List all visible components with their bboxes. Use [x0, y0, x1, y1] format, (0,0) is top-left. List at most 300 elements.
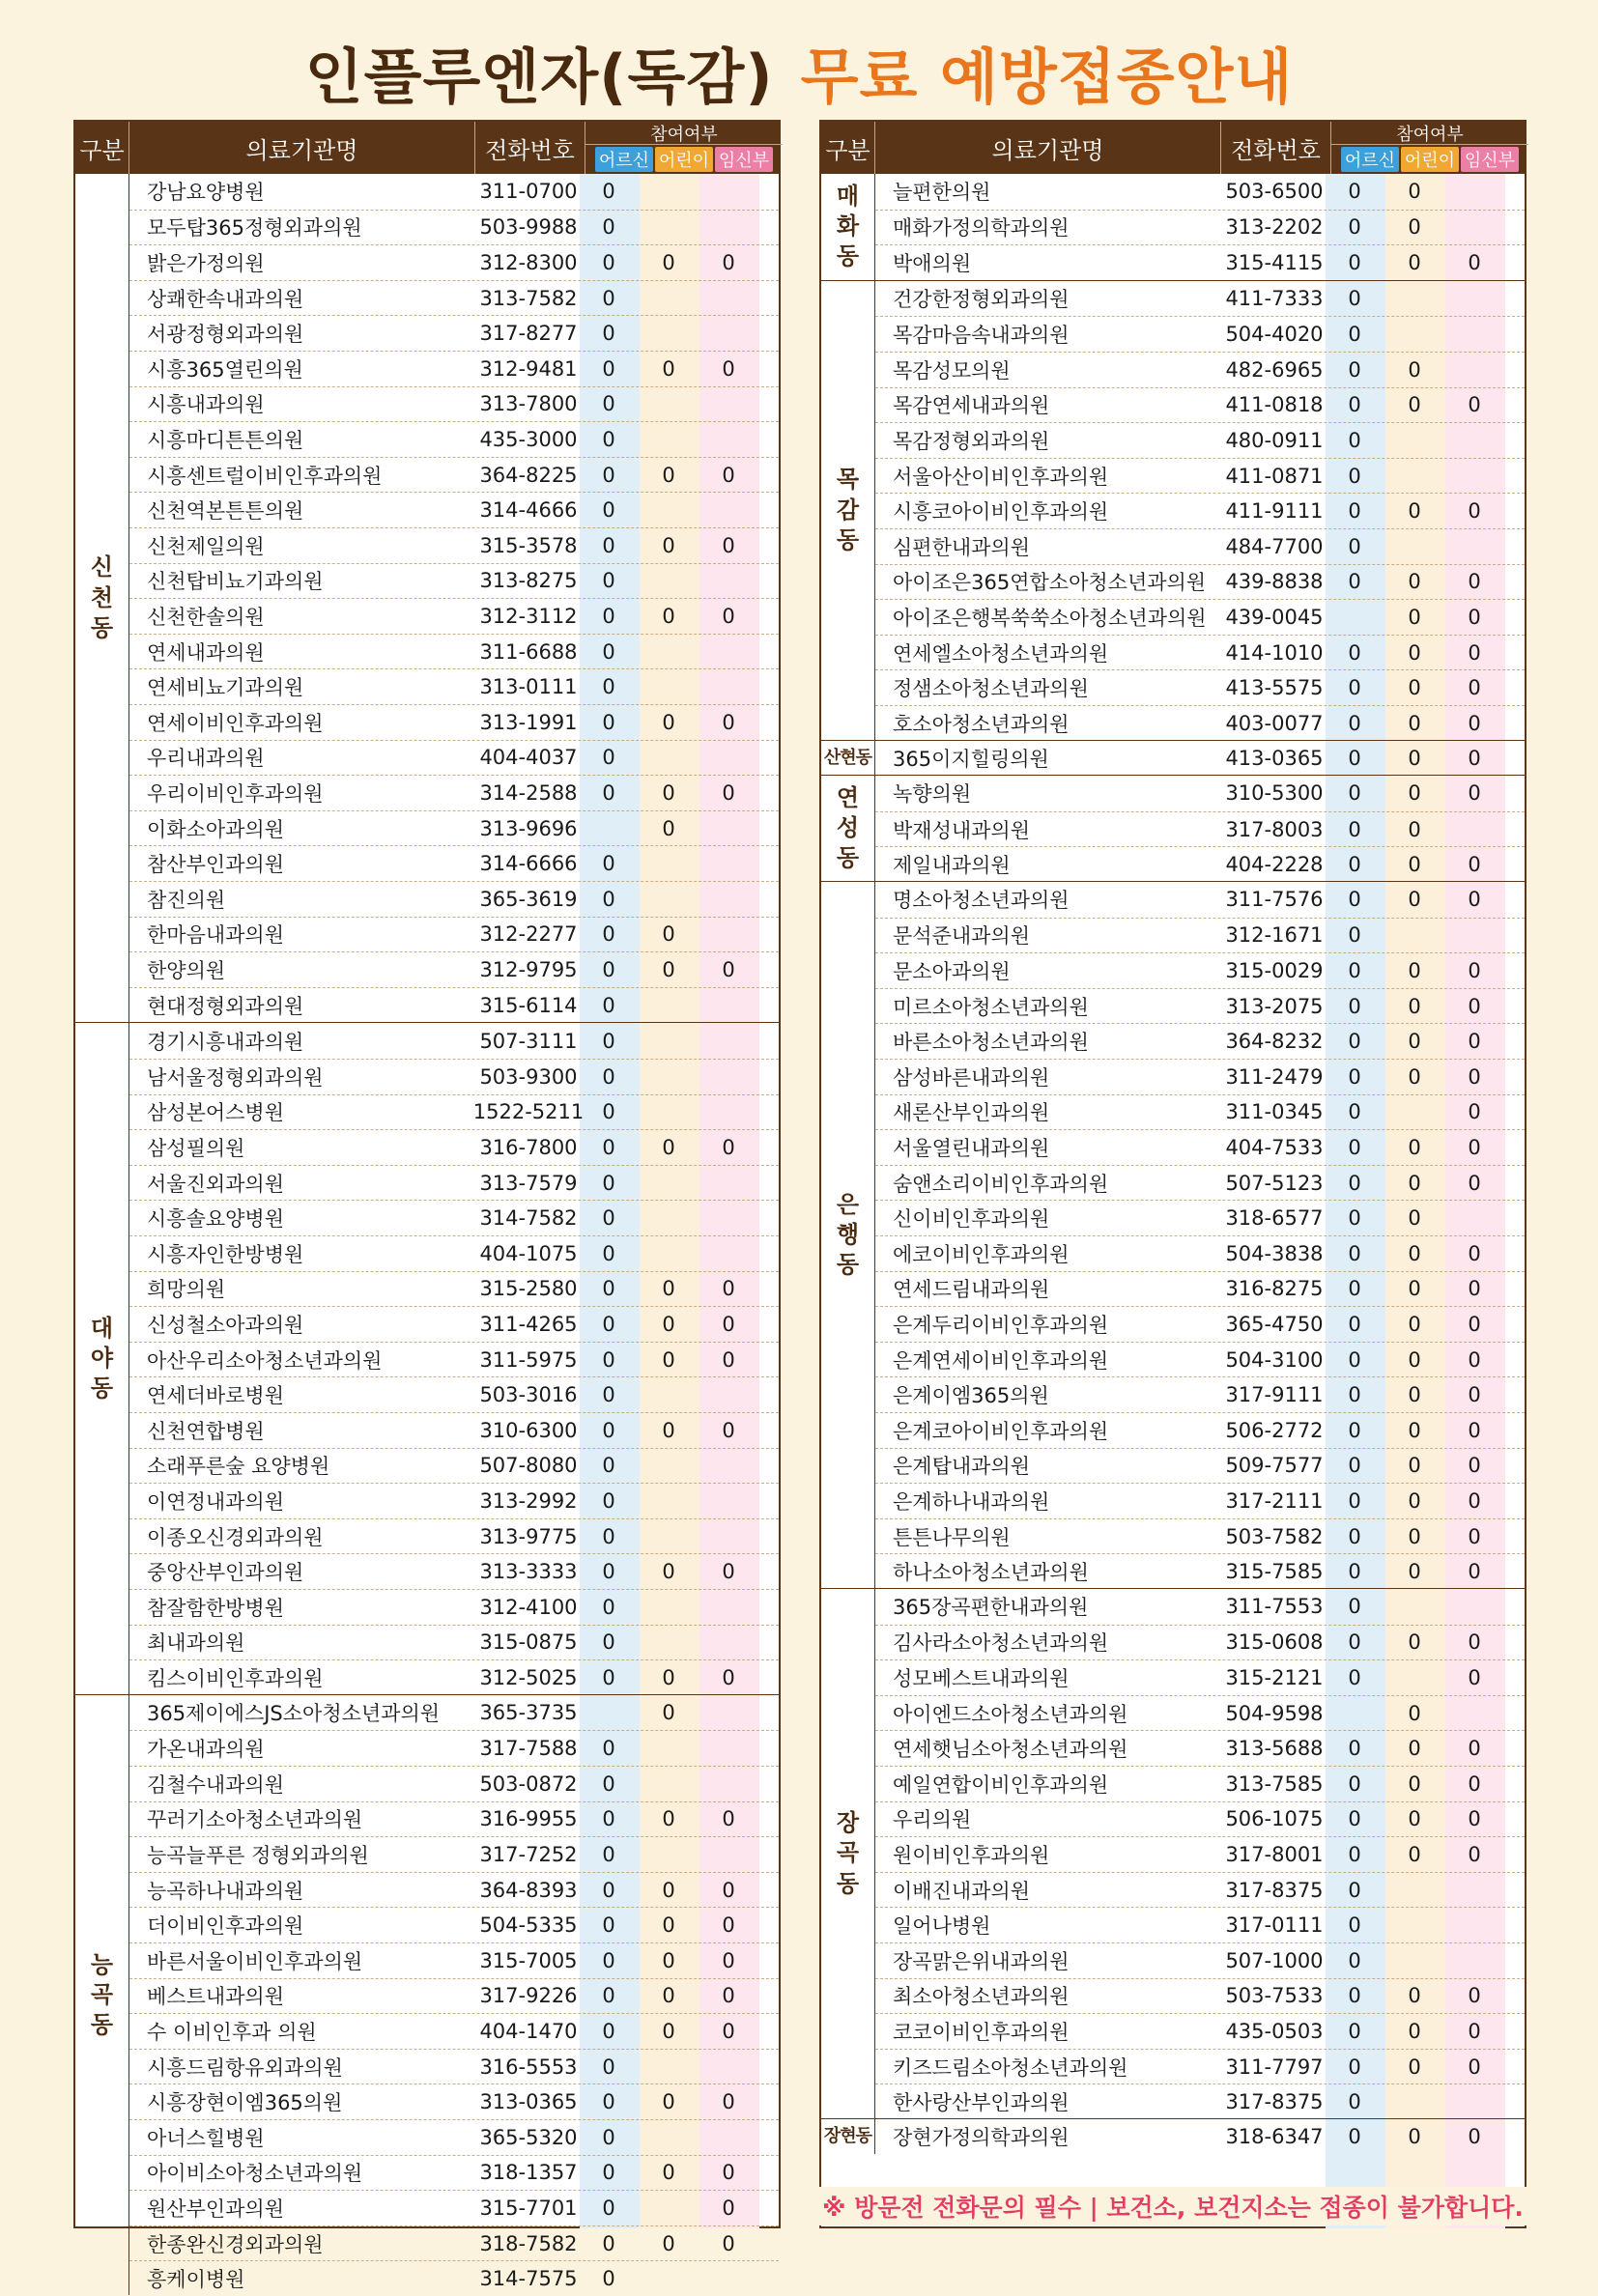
mark-a: 0: [1348, 1135, 1361, 1159]
institution-name: 흥케이병원: [147, 2268, 245, 2292]
district-label: 능 곡 동: [75, 1695, 129, 2295]
phone-number: 313-7579: [479, 1171, 578, 1195]
mark-c: 0: [662, 1948, 675, 1972]
phone-number: 435-0503: [1225, 2019, 1324, 2043]
mark-p: [699, 882, 757, 917]
phone-number: 316-7800: [479, 1135, 578, 1159]
mark-a: 0: [1348, 2090, 1361, 2114]
mark-p: [1445, 1873, 1503, 1908]
mark-a: 0: [1348, 428, 1361, 452]
mark-a: 0: [1348, 1206, 1361, 1231]
mark-a: 0: [602, 675, 615, 699]
mark-c: [640, 2050, 698, 2084]
mark-p: 0: [722, 957, 735, 981]
table-row: [129, 1412, 779, 1448]
mark-c: 0: [662, 1807, 675, 1831]
mark-p: 0: [1468, 250, 1481, 274]
mark-c: [640, 1166, 698, 1201]
phone-number: 404-4037: [479, 746, 578, 770]
header-phone: 전화번호: [475, 122, 585, 174]
mark-a: 0: [1348, 923, 1361, 948]
institution-name: 김사라소아청소년과의원: [893, 1631, 1109, 1656]
phone-number: 313-0365: [479, 2090, 578, 2114]
mark-p: [699, 1377, 757, 1412]
phone-number: 507-5123: [1225, 1171, 1324, 1195]
district-label: 대 야 동: [75, 1023, 129, 1693]
table-row: [875, 1483, 1525, 1518]
mark-p: [699, 1767, 757, 1801]
mark-c: [640, 1626, 698, 1660]
table-row: [129, 1836, 779, 1872]
mark-p: [699, 1695, 757, 1731]
district-group: [821, 174, 1525, 280]
title-main: 인플루엔자(독감): [304, 41, 774, 112]
table-row: [129, 634, 779, 669]
mark-c: [1385, 1660, 1443, 1695]
mark-a: 0: [602, 746, 615, 770]
phone-number: 313-7582: [479, 286, 578, 310]
phone-number: 312-3112: [479, 604, 578, 628]
mark-c: 0: [1408, 1171, 1421, 1195]
institution-name: 이종오신경외과의원: [147, 1525, 324, 1549]
institution-name: 녹향의원: [893, 782, 972, 807]
header-district: 구분: [821, 122, 875, 174]
mark-c: [640, 1590, 698, 1625]
mark-c: [640, 211, 698, 245]
mark-p: 0: [1468, 1171, 1481, 1195]
table-row: [875, 493, 1525, 528]
phone-number: 317-8001: [1225, 1842, 1324, 1866]
mark-c: 0: [1408, 888, 1421, 912]
mark-p: [699, 1484, 757, 1518]
footer-note: ※ 방문전 전화문의 필수 | 보건소, 보건지소는 접종이 불가합니다.: [819, 2187, 1527, 2225]
mark-a: 0: [1348, 958, 1361, 982]
table-row: [875, 352, 1525, 387]
institution-name: 박재성내과의원: [893, 818, 1031, 842]
district-label: 신 천 동: [75, 174, 129, 1022]
mark-c: 0: [1408, 1842, 1421, 1866]
district-group: [821, 2118, 1525, 2154]
table-row: [129, 704, 779, 740]
mark-a: 0: [602, 1135, 615, 1159]
institution-name: 한종완신경외과의원: [147, 2232, 324, 2256]
table-row: [129, 244, 779, 280]
table-row: [129, 917, 779, 952]
phone-number: 411-9111: [1225, 499, 1324, 524]
institution-name: 남서울정형외과의원: [147, 1065, 324, 1090]
table-row: [875, 2049, 1525, 2084]
mark-p: 0: [1468, 711, 1481, 735]
institution-name: 연세햇님소아청소년과의원: [893, 1738, 1128, 1762]
mark-p: 0: [1468, 1524, 1481, 1548]
mark-a: 0: [602, 1913, 615, 1938]
table-row: [875, 1730, 1525, 1766]
institution-name: 매화가정의학과의원: [893, 216, 1070, 241]
mark-p: 0: [722, 1878, 735, 1902]
mark-c: 0: [662, 816, 675, 840]
mark-p: 0: [722, 1984, 735, 2008]
institution-name: 시흥장현이엠365의원: [147, 2091, 343, 2115]
phone-number: 312-9481: [479, 356, 578, 381]
mark-a: 0: [1348, 534, 1361, 558]
institution-name: 가온내과의원: [147, 1738, 265, 1762]
phone-number: 507-3111: [479, 1029, 578, 1053]
mark-p: [699, 635, 757, 669]
table-row: [129, 1978, 779, 2014]
mark-c: [1385, 1873, 1443, 1908]
mark-c: [640, 1377, 698, 1412]
mark-a: 0: [1348, 464, 1361, 488]
phone-number: 503-9300: [479, 1064, 578, 1089]
table-row: [875, 1306, 1525, 1342]
mark-p: 0: [722, 1913, 735, 1938]
mark-c: [640, 882, 698, 917]
mark-c: 0: [662, 1665, 675, 1689]
mark-a: 0: [602, 1595, 615, 1619]
mark-c: [640, 1449, 698, 1484]
phone-number: 310-5300: [1225, 781, 1324, 806]
table-row: [875, 174, 1525, 210]
phone-number: 311-7797: [1225, 2055, 1324, 2079]
institution-name: 최내과의원: [147, 1631, 245, 1656]
institution-name: 삼성본어스병원: [147, 1101, 285, 1125]
mark-p: [699, 1166, 757, 1201]
mark-a: 0: [602, 533, 615, 557]
phone-number: 439-0045: [1225, 605, 1324, 629]
mark-c: [640, 1023, 698, 1059]
mark-p: 0: [1468, 1665, 1481, 1689]
phone-number: 503-0872: [479, 1772, 578, 1796]
mark-a: 0: [602, 1488, 615, 1513]
phone-number: 365-3735: [479, 1701, 578, 1725]
table-row: [875, 599, 1525, 635]
mark-p: [699, 811, 757, 846]
mark-a: 0: [1348, 1171, 1361, 1195]
institution-name: 상쾌한속내과의원: [147, 287, 304, 311]
mark-p: [1445, 1908, 1503, 1942]
mark-c: [640, 1201, 698, 1235]
mark-a: 0: [602, 710, 615, 734]
mark-p: 0: [722, 463, 735, 487]
institution-name: 신천연합병원: [147, 1419, 265, 1443]
mark-c: 0: [662, 1913, 675, 1938]
mark-c: [640, 2120, 698, 2155]
institution-name: 목감정형외과의원: [893, 429, 1050, 453]
institution-name: 목감연세내과의원: [893, 394, 1050, 418]
table-row: [875, 918, 1525, 953]
institution-name: 소래푸른숲 요양병원: [147, 1455, 330, 1479]
mark-c: 0: [662, 1878, 675, 1902]
district-group: [821, 881, 1525, 1588]
mark-p: [699, 174, 757, 210]
mark-a: 0: [1348, 1913, 1361, 1938]
phone-number: 314-6666: [479, 852, 578, 876]
mark-p: 0: [722, 1560, 735, 1584]
table-row: [129, 1766, 779, 1801]
mark-p: [699, 281, 757, 316]
district-group: [75, 1694, 779, 2295]
mark-a: [1326, 600, 1384, 635]
institution-name: 서광정형외과의원: [147, 323, 304, 347]
mark-p: [699, 1519, 757, 1554]
mark-c: [1385, 423, 1443, 458]
phone-number: 480-0911: [1225, 428, 1324, 452]
mark-p: 0: [722, 356, 735, 381]
institution-name: 베스트내과의원: [147, 1985, 285, 2009]
mark-a: 0: [602, 2196, 615, 2220]
institution-name: 건강한정형외과의원: [893, 288, 1070, 312]
institution-name: 참진의원: [147, 888, 226, 912]
table-row: [129, 1059, 779, 1094]
table-row: [875, 458, 1525, 494]
mark-p: 0: [1468, 1984, 1481, 2008]
mark-a: 0: [602, 1878, 615, 1902]
phone-number: 317-9111: [1225, 1383, 1324, 1407]
mark-a: 0: [602, 427, 615, 451]
phone-number: 317-2111: [1225, 1488, 1324, 1513]
institution-name: 일어나병원: [893, 1914, 991, 1939]
phone-number: 504-3100: [1225, 1347, 1324, 1372]
table-row: [129, 1907, 779, 1942]
mark-c: 0: [1408, 570, 1421, 594]
mark-a: 0: [602, 887, 615, 911]
table-row: [875, 387, 1525, 423]
institution-name: 삼성필의원: [147, 1136, 245, 1160]
mark-c: 0: [662, 922, 675, 947]
table-row: [875, 1448, 1525, 1484]
mark-a: 0: [1348, 888, 1361, 912]
mark-p: [699, 846, 757, 881]
mark-p: [1445, 459, 1503, 494]
mark-p: 0: [1468, 640, 1481, 665]
table-row: [129, 1659, 779, 1695]
mark-c: [640, 422, 698, 457]
mark-a: 0: [1348, 1737, 1361, 1761]
institution-name: 신천한솔의원: [147, 605, 265, 629]
table-row: [875, 1766, 1525, 1801]
mark-a: 0: [1348, 1665, 1361, 1689]
mark-c: 0: [1408, 180, 1421, 204]
mark-p: [699, 422, 757, 457]
header-participation: [1331, 122, 1528, 174]
mark-a: 0: [1348, 746, 1361, 770]
mark-p: [1445, 423, 1503, 458]
mark-p: [1445, 281, 1503, 317]
header-phone: 전화번호: [1221, 122, 1331, 174]
mark-c: [640, 669, 698, 704]
table-row: [875, 1342, 1525, 1377]
institution-name: 이연정내과의원: [147, 1489, 285, 1514]
institution-name: 아이조은행복쑥쑥소아청소년과의원: [893, 606, 1207, 630]
phone-number: 315-7701: [479, 2196, 578, 2220]
mark-a: 0: [1348, 1842, 1361, 1866]
district-label: 장 곡 동: [821, 1589, 875, 2118]
mark-a: 0: [602, 1171, 615, 1195]
mark-c: [640, 1519, 698, 1554]
mark-c: [640, 988, 698, 1023]
mark-a: 0: [602, 1984, 615, 2008]
mark-a: 0: [602, 2231, 615, 2255]
district-label: 연 성 동: [821, 776, 875, 881]
mark-p: [1445, 919, 1503, 953]
institution-name: 숨앤소리이비인후과의원: [893, 1172, 1109, 1196]
institution-name: 시흥센트럴이비인후과의원: [147, 464, 383, 488]
phone-number: 504-4020: [1225, 323, 1324, 347]
mark-a: 0: [1348, 994, 1361, 1018]
institution-name: 능곡하나내과의원: [147, 1879, 304, 1903]
institution-name: 목감마음속내과의원: [893, 324, 1070, 348]
mark-c: [640, 387, 698, 422]
mark-a: 0: [1348, 215, 1361, 240]
institution-name: 우리내과의원: [147, 747, 265, 771]
phone-number: 313-2992: [479, 1488, 578, 1513]
mark-a: 0: [602, 286, 615, 310]
mark-a: 0: [602, 1665, 615, 1689]
phone-number: 504-5335: [479, 1913, 578, 1938]
mark-c: 0: [1408, 1135, 1421, 1159]
mark-a: 0: [1348, 357, 1361, 382]
table-row: [129, 775, 779, 810]
mark-p: [699, 1023, 757, 1059]
mark-a: 0: [1348, 180, 1361, 204]
district-group: [75, 1022, 779, 1693]
phone-number: 313-7585: [1225, 1772, 1324, 1796]
table-row: [129, 1801, 779, 1837]
mark-c: 0: [662, 957, 675, 981]
mark-a: 0: [602, 463, 615, 487]
district-label: 목 감 동: [821, 281, 875, 740]
mark-a: 0: [602, 1383, 615, 1407]
mark-a: 0: [1348, 570, 1361, 594]
mark-p: [699, 1060, 757, 1094]
phone-number: 312-8300: [479, 250, 578, 274]
district-group: [821, 740, 1525, 776]
mark-c: 0: [662, 1560, 675, 1584]
table-row: [875, 1801, 1525, 1837]
mark-a: 0: [1348, 1984, 1361, 2008]
mark-p: [1445, 1201, 1503, 1235]
mark-p: [699, 1236, 757, 1271]
phone-number: 318-6347: [1225, 2125, 1324, 2149]
institution-name: 최소아청소년과의원: [893, 1985, 1070, 2009]
mark-a: 0: [602, 1807, 615, 1831]
mark-p: 0: [1468, 994, 1481, 1018]
mark-c: [640, 846, 698, 881]
mark-a: 0: [1348, 640, 1361, 665]
mark-c: 0: [662, 1312, 675, 1336]
mark-c: 0: [1408, 1524, 1421, 1548]
phone-number: 315-0608: [1225, 1630, 1324, 1655]
table-row: [129, 2225, 779, 2261]
phone-number: 317-8003: [1225, 817, 1324, 841]
mark-c: 0: [662, 1347, 675, 1372]
institution-name: 시흥자인한방병원: [147, 1242, 304, 1266]
phone-number: 414-1010: [1225, 640, 1324, 665]
mark-p: [699, 1201, 757, 1235]
mark-p: 0: [722, 2090, 735, 2114]
table-row: [129, 563, 779, 599]
mark-p: 0: [722, 710, 735, 734]
mark-c: [1385, 2084, 1443, 2119]
institution-name: 신이비인후과의원: [893, 1207, 1050, 1232]
mark-p: 0: [722, 1807, 735, 1831]
table-row: [129, 527, 779, 563]
institution-name: 킴스이비인후과의원: [147, 1666, 324, 1690]
institution-name: 이배진내과의원: [893, 1879, 1031, 1903]
table-row: [129, 210, 779, 245]
phone-number: 413-0365: [1225, 746, 1324, 770]
phone-number: 318-1357: [479, 2161, 578, 2185]
table-row: [129, 1235, 779, 1271]
mark-c: [1385, 1589, 1443, 1625]
phone-number: 311-0345: [1225, 1100, 1324, 1124]
phone-number: 403-0077: [1225, 711, 1324, 735]
mark-c: 0: [662, 2161, 675, 2185]
phone-number: 411-0871: [1225, 464, 1324, 488]
phone-number: 506-2772: [1225, 1418, 1324, 1442]
mark-c: 0: [1408, 1347, 1421, 1372]
mark-c: [640, 1484, 698, 1518]
mark-c: 0: [662, 604, 675, 628]
table-row: [875, 1553, 1525, 1589]
table-row: [129, 351, 779, 386]
mark-c: [1385, 459, 1443, 494]
mark-p: 0: [1468, 1312, 1481, 1336]
phone-number: 439-8838: [1225, 570, 1324, 594]
mark-p: 0: [1468, 1807, 1481, 1831]
mark-c: [640, 1236, 698, 1271]
mark-p: [1445, 1943, 1503, 1978]
mark-p: [1445, 1696, 1503, 1731]
phone-number: 504-9598: [1225, 1701, 1324, 1725]
institution-name: 원이비인후과의원: [893, 1843, 1050, 1867]
mark-c: 0: [1408, 746, 1421, 770]
title-accent: 무료 예방접종안내: [800, 41, 1294, 112]
mark-a: 0: [602, 1241, 615, 1265]
mark-c: 0: [1408, 1383, 1421, 1407]
institution-name: 성모베스트내과의원: [893, 1666, 1070, 1690]
header-pregnant: 임신부: [1461, 147, 1519, 172]
phone-number: 404-2228: [1225, 853, 1324, 877]
table-row: [875, 846, 1525, 882]
mark-a: 0: [1348, 1595, 1361, 1619]
institution-name: 시흥솔요양병원: [147, 1207, 285, 1232]
institution-name: 늘편한의원: [893, 181, 991, 205]
mark-a: 0: [602, 2090, 615, 2114]
mark-a: 0: [1348, 1312, 1361, 1336]
mark-c: 0: [662, 710, 675, 734]
mark-p: [1445, 211, 1503, 245]
mark-a: [1326, 1696, 1384, 1731]
mark-a: 0: [1348, 853, 1361, 877]
phone-number: 503-7533: [1225, 1984, 1324, 2008]
mark-a: 0: [1348, 817, 1361, 841]
table-row: [875, 1059, 1525, 1094]
mark-a: 0: [1348, 1772, 1361, 1796]
district-label: 산현동: [821, 741, 875, 776]
mark-p: 0: [1468, 393, 1481, 417]
phone-number: 503-3016: [479, 1383, 578, 1407]
table-row: [129, 740, 779, 776]
district-label: 은 행 동: [821, 882, 875, 1588]
mark-c: 0: [662, 1701, 675, 1725]
mark-p: 0: [1468, 2125, 1481, 2149]
mark-p: 0: [1468, 676, 1481, 700]
phone-number: 312-2277: [479, 922, 578, 947]
institution-name: 은계연세이비인후과의원: [893, 1348, 1109, 1373]
page-title: [0, 27, 1598, 116]
table-row: [129, 1129, 779, 1165]
